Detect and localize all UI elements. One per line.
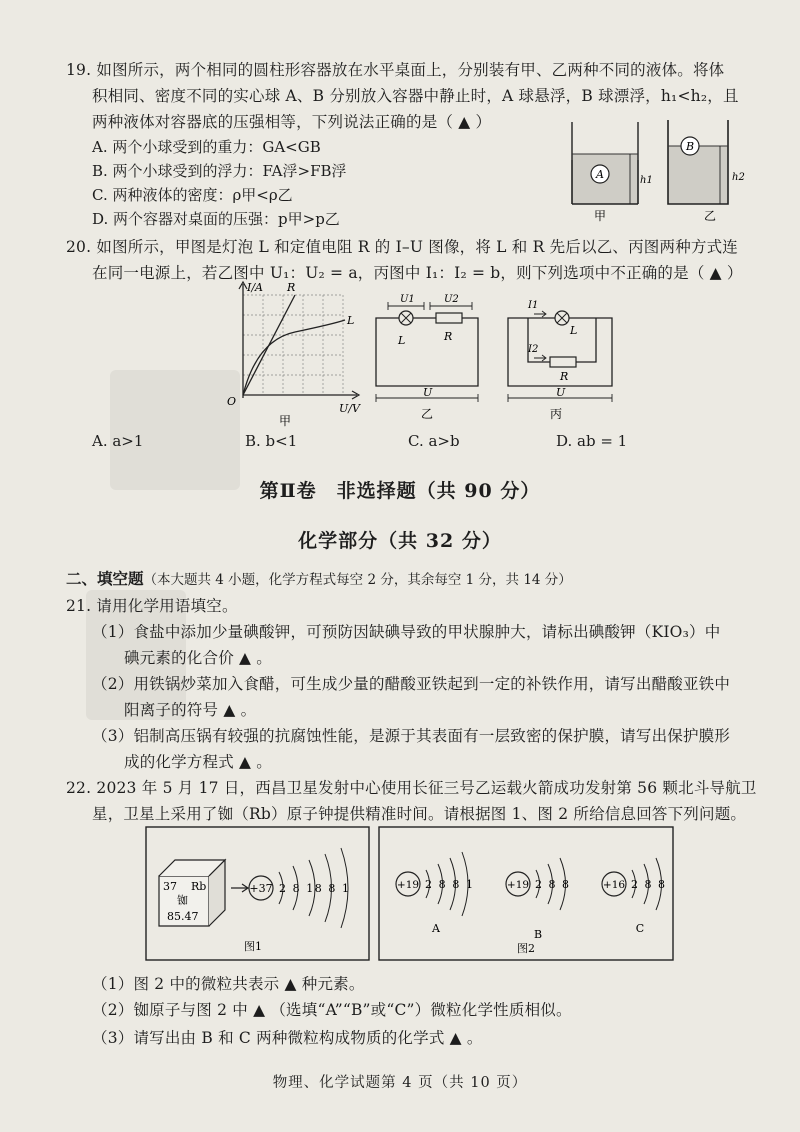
particle-a-charge: +19: [396, 879, 420, 891]
q19-stem-line1: 19. 如图所示，两个相同的圆柱形容器放在水平桌面上，分别装有甲、乙两种不同的液体。将体: [66, 61, 725, 79]
q19-stem-line2: 积相同、密度不同的实心球 A、B 分别放入容器中静止时，A 球悬浮，B 球漂浮，h₁<h₂，且: [92, 87, 739, 105]
particle-c-charge: +16: [602, 879, 626, 891]
figure1-caption: 图1: [244, 940, 262, 953]
series-l-label: L: [398, 334, 406, 347]
u1-label: U1: [400, 294, 415, 305]
origin-label: O: [227, 395, 237, 408]
q19-option-c: C. 两种液体的密度：ρ甲<ρ乙: [92, 186, 293, 204]
q20-series-circuit: [368, 288, 486, 424]
container-yi: [668, 120, 745, 223]
q19-stem-line3: 两种液体对容器底的压强相等，下列说法正确的是（ ▲ ）: [92, 113, 492, 131]
part2-heading: 第Ⅱ卷 非选择题（共 90 分）: [259, 480, 541, 502]
resistor-icon: [436, 313, 462, 323]
particle-c-shells: 2 8 8: [631, 878, 665, 891]
q20-option-b: B. b<1: [245, 432, 298, 450]
h2-label: h2: [732, 172, 745, 183]
q20-option-c: C. a>b: [408, 432, 460, 450]
r-line-label: R: [287, 281, 296, 294]
u2-label: U2: [444, 294, 459, 305]
atomic-mass: 85.47: [167, 910, 199, 923]
q21-stem: 21. 请用化学用语填空。: [66, 597, 238, 615]
ball-a-label: A: [596, 168, 604, 181]
q20-option-a: A. a>1: [92, 432, 144, 450]
page-footer: 物理、化学试题第 4 页（共 10 页）: [272, 1075, 528, 1091]
q19-option-a: A. 两个小球受到的重力：GA<GB: [92, 138, 321, 156]
element-name: 铷: [177, 894, 188, 907]
q19-option-d: D. 两个容器对桌面的压强：p甲>p乙: [92, 210, 340, 228]
q22-sub2: （2）铷原子与图 2 中 ▲ （选填“A”“B”或“C”）微粒化学性质相似。: [92, 1001, 572, 1019]
parallel-l-label: L: [570, 324, 578, 337]
q22-figure1: [145, 826, 370, 961]
particle-a: [396, 852, 473, 935]
rubidium-element-cube: [159, 860, 225, 926]
h1-label: h1: [640, 175, 653, 186]
l-curve-label: L: [347, 314, 355, 327]
arrow-icon: [231, 884, 248, 892]
q21-sub2-line2: 阳离子的符号 ▲ 。: [124, 701, 257, 719]
q22-stem-line1: 22. 2023 年 5 月 17 日，西昌卫星发射中心使用长征三号乙运载火箭成功发射第 56 颗北斗导航卫: [66, 779, 757, 797]
q20-option-d: D. ab = 1: [556, 432, 628, 450]
section2-title: 二、填空题: [66, 569, 144, 588]
q20-stem-line2: 在同一电源上，若乙图中 U₁：U₂ = a，丙图中 I₁：I₂ = b，则下列选项中不正确的是（ ▲ ）: [92, 264, 743, 282]
q21-sub1-line2: 碘元素的化合价 ▲ 。: [124, 649, 272, 667]
rb-shell-electrons: 2 8 18 8 1: [279, 882, 349, 895]
particle-a-label: A: [432, 922, 440, 935]
q21-sub2-line1: （2）用铁锅炒菜加入食醋，可生成少量的醋酸亚铁起到一定的补铁作用，请写出醋酸亚铁中: [92, 675, 731, 693]
particle-b-charge: +19: [506, 879, 530, 891]
q22-figure2: [378, 826, 674, 961]
i-axis-label: I/A: [247, 281, 263, 294]
parallel-r-label: R: [560, 370, 569, 383]
atomic-number: 37: [163, 880, 177, 893]
q20-parallel-circuit: [498, 288, 622, 424]
q21-sub1-line1: （1）食盐中添加少量碘酸钾，可预防因缺碘导致的甲状腺肿大，请标出碘酸钾（KIO₃）中: [92, 623, 721, 641]
section2-header: [66, 567, 572, 589]
q22-sub1: （1）图 2 中的微粒共表示 ▲ 种元素。: [92, 975, 365, 993]
section2-note: （本大题共 4 小题，化学方程式每空 2 分，其余每空 1 分，共 14 分）: [143, 572, 572, 588]
series-u-label: U: [423, 386, 433, 399]
series-r-label: R: [444, 330, 453, 343]
q20-iu-graph: [215, 280, 365, 428]
yi-label: 乙: [703, 209, 717, 223]
q19-option-b: B. 两个小球受到的浮力：FA浮>FB浮: [92, 162, 347, 180]
resistor-icon: [550, 357, 576, 367]
container-jia: [572, 122, 653, 223]
parallel-u-label: U: [556, 386, 566, 399]
figure2-caption: 图2: [517, 942, 535, 955]
q22-stem-line2: 星，卫星上采用了铷（Rb）原子钟提供精准时间。请根据图 1、图 2 所给信息回答下列问题。: [92, 805, 747, 823]
q20-stem-line1: 20. 如图所示，甲图是灯泡 L 和定值电阻 R 的 I–U 图像，将 L 和 R 先后以乙、丙图两种方式连: [66, 238, 739, 256]
i1-label: I1: [528, 300, 539, 311]
rb-nucleus-charge: +37: [249, 882, 273, 895]
particle-c-label: C: [635, 922, 645, 935]
particle-b-label: B: [533, 928, 543, 941]
jia-label: 甲: [593, 209, 607, 223]
particle-b: [506, 858, 569, 941]
element-symbol: Rb: [191, 880, 207, 893]
l-curve: [243, 320, 345, 395]
chemistry-heading: 化学部分（共 32 分）: [298, 530, 502, 552]
particle-b-shells: 2 8 8: [535, 878, 569, 891]
q21-sub3-line2: 成的化学方程式 ▲ 。: [124, 753, 272, 771]
particle-a-shells: 2 8 8 1: [425, 878, 473, 891]
q22-sub3: （3）请写出由 B 和 C 两种微粒构成物质的化学式 ▲ 。: [92, 1029, 483, 1047]
i2-label: I2: [528, 344, 539, 355]
yi-circuit-label: 乙: [420, 407, 434, 421]
ball-b-label: B: [685, 140, 695, 153]
u-axis-label: U/V: [339, 402, 360, 415]
q21-sub3-line1: （3）铝制高压锅有较强的抗腐蚀性能，是源于其表面有一层致密的保护膜，请写出保护膜形: [92, 727, 731, 745]
graph-jia-label: 甲: [278, 414, 292, 428]
bing-circuit-label: 丙: [549, 407, 563, 421]
q19-containers-figure: [560, 120, 760, 224]
particle-c: [602, 858, 665, 935]
